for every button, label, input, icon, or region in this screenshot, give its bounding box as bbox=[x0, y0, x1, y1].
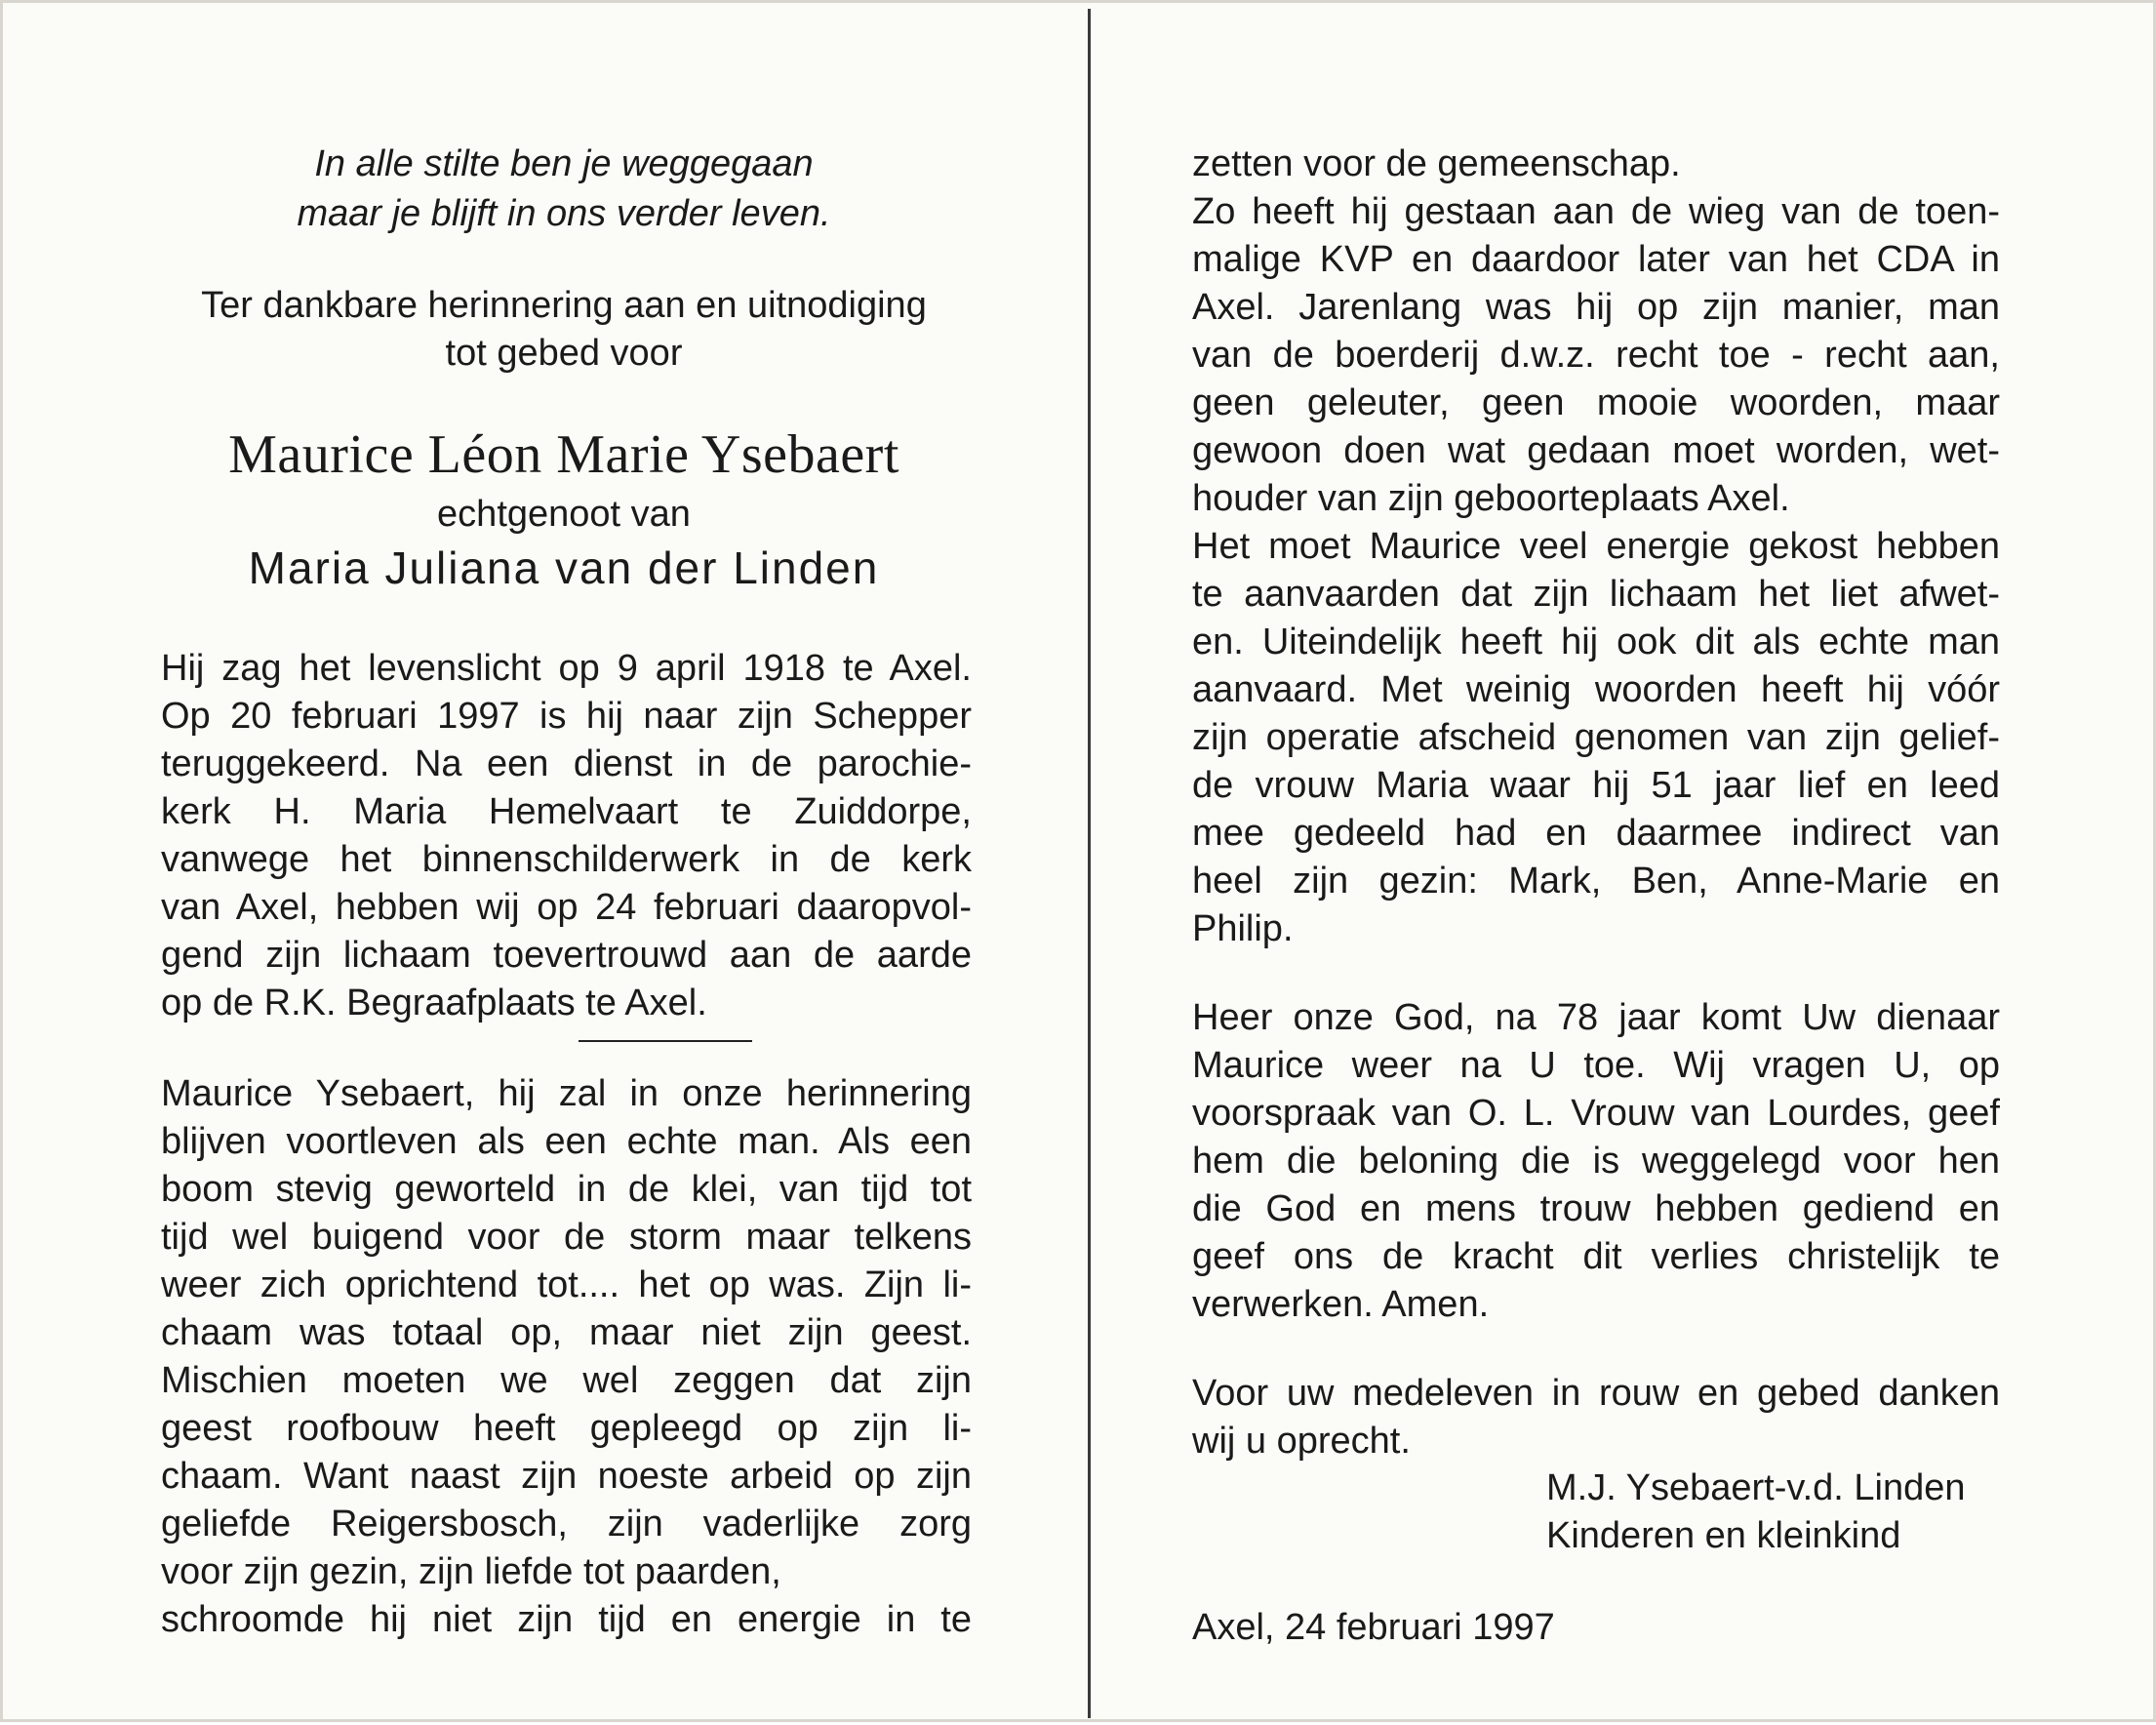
tribute-line: voor zijn gezin, zijn liefde tot paarden, bbox=[161, 1551, 781, 1592]
tribute-line: geest roofbouw heeft gepleegd op zijn li- bbox=[161, 1408, 972, 1449]
prayer-line: die God en mens trouw hebben gediend en bbox=[1192, 1188, 2000, 1229]
tribute-continued-line: de vrouw Maria waar hij 51 jaar lief en leed bbox=[1192, 765, 2000, 806]
tribute-line: chaam was totaal op, maar niet zijn geest. bbox=[161, 1312, 972, 1353]
tribute-continued-line: en. Uiteindelijk heeft hij ook dit als echte man bbox=[1192, 622, 2000, 662]
invitation-line-2: tot gebed voor bbox=[445, 333, 683, 374]
tribute-line: boom stevig geworteld in de klei, van tijd tot bbox=[161, 1169, 972, 1210]
verse-line-2: maar je blijft in ons verder leven. bbox=[297, 193, 831, 234]
tribute-continued-line: geen geleuter, geen mooie woorden, maar bbox=[1192, 382, 2000, 423]
tribute-continued-line: aanvaard. Met weinig woorden heeft hij vóór bbox=[1192, 669, 2000, 710]
tribute-continued-line: heel zijn gezin: Mark, Ben, Anne-Marie en bbox=[1192, 861, 2000, 902]
bio-line: op de R.K. Begraafplaats te Axel. bbox=[161, 983, 707, 1023]
bio-line: kerk H. Maria Hemelvaart te Zuiddorpe, bbox=[161, 791, 972, 832]
tribute-line: Maurice Ysebaert, hij zal in onze herinnering bbox=[161, 1073, 972, 1114]
prayer-line: verwerken. Amen. bbox=[1192, 1284, 1490, 1325]
tribute-continued-line: gewoon doen wat gedaan moet worden, wet- bbox=[1192, 430, 2000, 471]
prayer-line: Heer onze God, na 78 jaar komt Uw dienaar bbox=[1192, 997, 2000, 1038]
tribute-line: blijven voortleven als een echte man. Als een bbox=[161, 1121, 972, 1162]
right-panel bbox=[1092, 3, 2156, 1725]
fold-line bbox=[1088, 9, 1091, 1718]
tribute-continued-line: mee gedeeld had en daarmee indirect van bbox=[1192, 813, 2000, 854]
tribute-line: chaam. Want naast zijn noeste arbeid op zijn bbox=[161, 1456, 972, 1497]
prayer-line: geef ons de kracht dit verlies christelijk te bbox=[1192, 1236, 2000, 1277]
tribute-line: Mischien moeten we wel zeggen dat zijn bbox=[161, 1360, 972, 1401]
invitation-line-1: Ter dankbare herinnering aan en uitnodiging bbox=[201, 285, 927, 326]
bio-line: Op 20 februari 1997 is hij naar zijn Schepper bbox=[161, 696, 972, 737]
spouse-name: Maria Juliana van der Linden bbox=[248, 542, 880, 593]
tribute-line: geliefde Reigersbosch, zijn vaderlijke zorg bbox=[161, 1504, 972, 1544]
prayer-line: hem die beloning die is weggelegd voor hen bbox=[1192, 1141, 2000, 1182]
thanks-line: Voor uw medeleven in rouw en gebed danken bbox=[1192, 1373, 2000, 1414]
signature-line: Kinderen en kleinkind bbox=[1546, 1515, 1901, 1556]
tribute-continued-line: zetten voor de gemeenschap. bbox=[1192, 143, 1681, 184]
tribute-line: schroomde hij niet zijn tijd en energie in te bbox=[161, 1599, 972, 1640]
separator-rule bbox=[579, 1040, 752, 1042]
tribute-continued-line: Zo heeft hij gestaan aan de wieg van de toen- bbox=[1192, 191, 2000, 232]
relation-text: echtgenoot van bbox=[437, 494, 691, 535]
prayer-line: Maurice weer na U toe. Wij vragen U, op bbox=[1192, 1045, 2000, 1086]
tribute-continued-line: houder van zijn geboorteplaats Axel. bbox=[1192, 478, 1790, 519]
bio-line: vanwege het binnenschilderwerk in de kerk bbox=[161, 839, 972, 880]
tribute-line: tijd wel buigend voor de storm maar telkens bbox=[161, 1217, 972, 1258]
prayer-line: voorspraak van O. L. Vrouw van Lourdes, geef bbox=[1192, 1093, 2000, 1134]
bio-line: gend zijn lichaam toevertrouwd aan de aarde bbox=[161, 935, 972, 976]
tribute-continued-line: Axel. Jarenlang was hij op zijn manier, man bbox=[1192, 287, 2000, 328]
deceased-name: Maurice Léon Marie Ysebaert bbox=[228, 424, 899, 485]
tribute-line: weer zich oprichtend tot.... het op was. Zijn li- bbox=[161, 1264, 972, 1305]
tribute-continued-line: malige KVP en daardoor later van het CDA in bbox=[1192, 239, 2000, 280]
place-date: Axel, 24 februari 1997 bbox=[1192, 1607, 1555, 1648]
tribute-continued-line: zijn operatie afscheid genomen van zijn gelief- bbox=[1192, 717, 2000, 758]
tribute-continued-line: van de boerderij d.w.z. recht toe - recht aan, bbox=[1192, 335, 2000, 376]
bio-line: Hij zag het levenslicht op 9 april 1918 te Axel. bbox=[161, 648, 972, 689]
tribute-continued-line: te aanvaarden dat zijn lichaam het liet afwet- bbox=[1192, 574, 2000, 615]
bio-line: teruggekeerd. Na een dienst in de parochie- bbox=[161, 743, 972, 784]
tribute-continued-line: Het moet Maurice veel energie gekost hebben bbox=[1192, 526, 2000, 567]
left-panel bbox=[3, 3, 1088, 1725]
verse-line-1: In alle stilte ben je weggegaan bbox=[314, 143, 814, 184]
bio-line: van Axel, hebben wij op 24 februari daaropvol- bbox=[161, 887, 972, 928]
thanks-line: wij u oprecht. bbox=[1192, 1421, 1411, 1462]
signature-line: M.J. Ysebaert-v.d. Linden bbox=[1546, 1467, 1966, 1508]
tribute-continued-line: Philip. bbox=[1192, 908, 1294, 949]
